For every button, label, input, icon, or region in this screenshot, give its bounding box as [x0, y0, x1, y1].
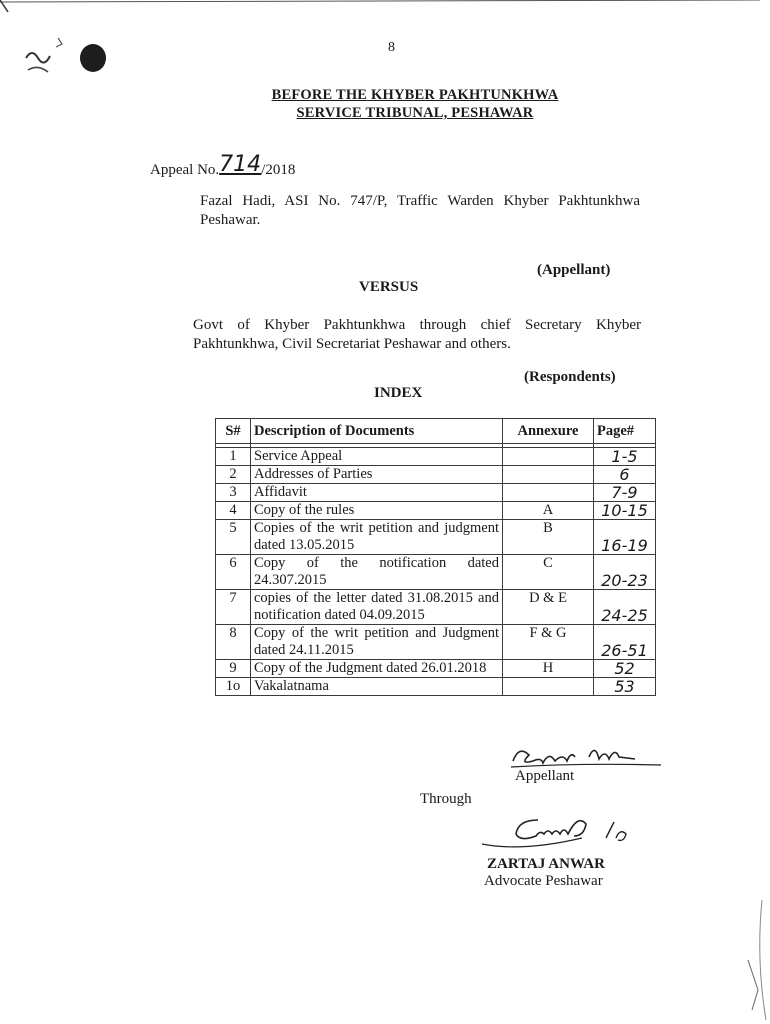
- header-description: Description of Documents: [251, 419, 503, 444]
- row-description: Vakalatnama: [251, 678, 503, 696]
- row-description: Copies of the writ petition and judgment dated 13.05.2015: [251, 520, 503, 555]
- row-page: 10-15: [594, 502, 656, 520]
- row-annexure: A: [503, 502, 594, 520]
- advocate-title: Advocate Peshawar: [484, 873, 603, 889]
- row-page: 26-51: [594, 625, 656, 660]
- header-serial: S#: [216, 419, 251, 444]
- index-title: INDEX: [374, 385, 423, 401]
- row-serial: 3: [216, 484, 251, 502]
- document-heading-line2: SERVICE TRIBUNAL, PESHAWAR: [296, 105, 534, 121]
- appellant-label: Appellant: [515, 768, 575, 784]
- row-description: copies of the letter dated 31.08.2015 and notification dated 04.09.2015: [251, 590, 503, 625]
- respondents-description: Govt of Khyber Pakhtunkhwa through chief Secretary Khyber Pakhtunkhwa, Civil Secretariat Peshawar and others.: [193, 317, 641, 352]
- document-heading-line1: BEFORE THE KHYBER PAKHTUNKHWA: [271, 87, 559, 103]
- row-annexure: H: [503, 660, 594, 678]
- versus-label: VERSUS: [359, 279, 419, 295]
- appeal-number: 714: [219, 152, 262, 177]
- row-page: 6: [594, 466, 656, 484]
- row-description: Affidavit: [251, 484, 503, 502]
- row-description: Service Appeal: [251, 448, 503, 466]
- row-serial: 6: [216, 555, 251, 590]
- row-serial: 5: [216, 520, 251, 555]
- appeal-prefix: Appeal No.: [150, 162, 220, 178]
- row-serial: 1o: [216, 678, 251, 696]
- row-description: Copy of the Judgment dated 26.01.2018: [251, 660, 503, 678]
- row-description: Copy of the rules: [251, 502, 503, 520]
- row-annexure: D & E: [503, 590, 594, 625]
- row-annexure: C: [503, 555, 594, 590]
- row-serial: 8: [216, 625, 251, 660]
- row-page: 7-9: [594, 484, 656, 502]
- respondents-role: (Respondents): [524, 369, 616, 385]
- appeal-suffix: /2018: [261, 162, 296, 178]
- row-serial: 1: [216, 448, 251, 466]
- row-serial: 9: [216, 660, 251, 678]
- row-page: 52: [594, 660, 656, 678]
- through-label: Through: [420, 791, 472, 807]
- row-page: 20-23: [594, 555, 656, 590]
- row-description: Addresses of Parties: [251, 466, 503, 484]
- appellant-role: (Appellant): [537, 262, 611, 278]
- row-page: 24-25: [594, 590, 656, 625]
- appellant-description: Fazal Hadi, ASI No. 747/P, Traffic Warden Khyber Pakhtunkhwa Peshawar.: [200, 193, 640, 228]
- row-annexure: B: [503, 520, 594, 555]
- header-page: Page#: [594, 419, 656, 444]
- header-annexure: Annexure: [503, 419, 594, 444]
- row-serial: 7: [216, 590, 251, 625]
- row-serial: 4: [216, 502, 251, 520]
- row-serial: 2: [216, 466, 251, 484]
- row-annexure: F & G: [503, 625, 594, 660]
- row-description: Copy of the notification dated 24.307.2015: [251, 555, 503, 590]
- row-page: 53: [594, 678, 656, 696]
- page-number: 8: [388, 40, 395, 55]
- row-page: 1-5: [594, 448, 656, 466]
- advocate-name: ZARTAJ ANWAR: [487, 856, 605, 872]
- row-description: Copy of the writ petition and Judgment dated 24.11.2015: [251, 625, 503, 660]
- row-page: 16-19: [594, 520, 656, 555]
